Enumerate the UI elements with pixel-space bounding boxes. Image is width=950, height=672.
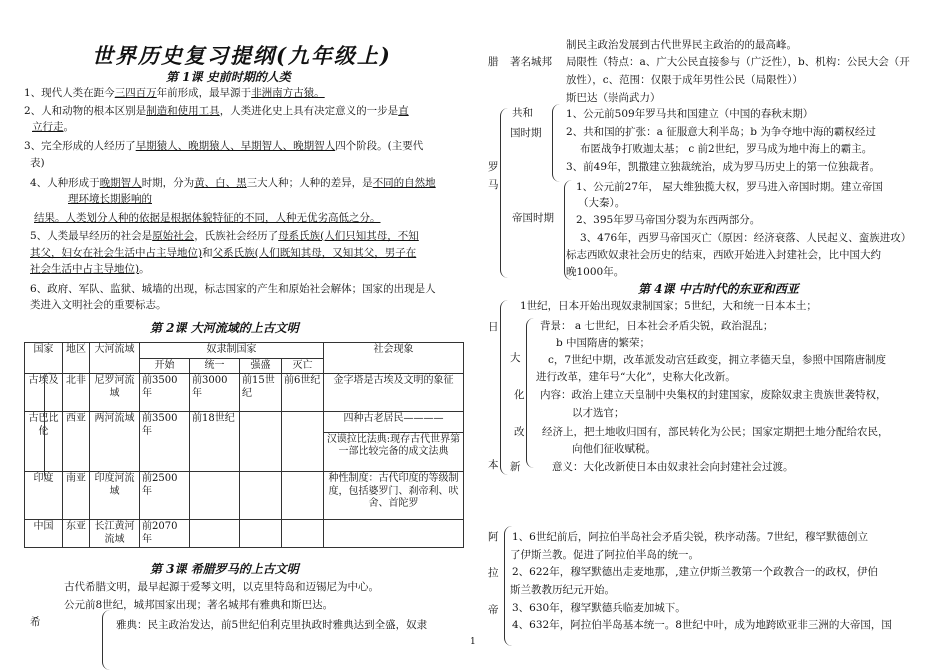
athens-brace: [102, 610, 112, 670]
empire-point1: 1、公元前27年， 屋大维独揽大权，罗马进入帝国时期。建立帝国: [576, 181, 883, 193]
river-civilization-table: [24, 342, 464, 548]
header-slave-state: 奴隶制国家: [140, 343, 324, 359]
lesson3-heading: 第 3课 希腊罗马的上古文明: [150, 562, 299, 576]
header-society: 社会现象: [324, 343, 464, 374]
cell-river: 尼罗河流域: [90, 374, 140, 412]
cell-fall: 前6世纪: [282, 374, 324, 412]
cell-society: 金字塔是古埃及文明的象征: [324, 374, 464, 412]
cell-unify: 前18世纪: [190, 412, 240, 472]
table-row: [25, 412, 464, 472]
taika-mark-2: 化: [514, 389, 525, 401]
cell-unify: [190, 520, 240, 548]
republic-label-2: 国时期: [510, 127, 542, 139]
cell-start: 前3500年: [140, 412, 190, 472]
arab-point4: 4、632年，阿拉伯半岛基本统一。8世纪中叶，成为地跨欧亚非三洲的大帝国，国: [512, 619, 892, 631]
header-peak: 强盛: [240, 358, 282, 374]
athens-line1: 雅典：民主政治发达，前5世纪伯利克里执政时雅典达到全盛，奴隶: [116, 619, 428, 631]
handdrawn-brace: [44, 372, 52, 482]
l1-point6: 6、政府、军队、监狱、城墙的出现，标志国家的产生和原始社会解体；国家的出现是人: [30, 283, 436, 295]
cell-country: 中国: [25, 520, 63, 548]
header-region: 地区: [63, 343, 90, 374]
arab-point3: 3、630年，穆罕默德兵临麦加城下。: [512, 602, 686, 614]
cell-society: [324, 412, 464, 472]
cell-region: 西亚: [63, 412, 90, 472]
lesson2-heading: 第 2课 大河流域的上古文明: [150, 321, 299, 335]
header-fall: 灭亡: [282, 358, 324, 374]
arab-point1-cont: 了伊斯兰教。促进了阿拉伯半岛的统一。: [510, 549, 699, 561]
l1-point4-cont2: 结果。人类划分人种的依据是根据体貌特征的不同，人种无优劣高低之分。: [34, 212, 381, 224]
cell-peak: [240, 412, 282, 472]
cell-society: 种性制度：古代印度的等级制度，包括婆罗门、刹帝利、吠舍、首陀罗: [324, 472, 464, 520]
society-residents: 四种古老居民————: [343, 413, 444, 424]
significance: 意义：大化改新使日本由奴隶社会向封建社会过渡。: [552, 461, 794, 473]
content-economy: 经济上，把土地收归国有，部民转化为公民；国家定期把土地分配给农民，: [542, 426, 889, 438]
society-hammurabi: 汉谟拉比法典:现存古代世界第一部比较完备的成文法典: [324, 432, 463, 460]
page-number: 1: [470, 637, 476, 647]
taika-brace: [526, 318, 536, 468]
l1-point6-cont: 类进入文明社会的重要标志。: [30, 299, 167, 311]
l1-point4-cont: 理环境长期影响的: [68, 193, 152, 205]
arab-mark-2: 拉: [488, 567, 499, 579]
cell-river: 长江黄河流域: [90, 520, 140, 548]
empire-point3: 3、476年，西罗马帝国灭亡（原因：经济衰落、人民起义、蛮族进攻）: [580, 232, 912, 244]
header-river: 大河流域: [90, 343, 140, 374]
arab-mark-3: 帝: [488, 604, 499, 616]
republic-brace: [552, 104, 562, 182]
taika-mark-3: 改: [514, 426, 525, 438]
empire-label: 帝国时期: [512, 212, 554, 224]
lesson4-heading: 第 4课 中古时代的东亚和西亚: [638, 282, 799, 296]
l1-point2: 2、人和动物的根本区别是制造和使用工具，人类进化史上具有决定意义的一步是直: [24, 105, 409, 117]
athens-line3: 局限性（特点：a、广大公民直接参与（广泛性），b、机构：公民大会（开: [566, 56, 910, 68]
taika-mark-4: 新: [510, 461, 521, 473]
cell-start: 前2070年: [140, 520, 190, 548]
arab-point2-cont: 斯兰教教历纪元开始。: [510, 584, 615, 596]
arab-mark-1: 阿: [488, 531, 499, 543]
rome-mark-2: 马: [488, 179, 499, 191]
cell-society: [324, 520, 464, 548]
table-row: [25, 374, 464, 412]
l1-point2-cont: 立行走。: [32, 121, 74, 133]
cell-region: 北非: [63, 374, 90, 412]
content-politics-cont: 以才选官；: [572, 407, 625, 419]
greece-mark: 希: [30, 616, 41, 628]
l1-point5: 5、人类最早经历的社会是原始社会，氏族社会经历了母系氏族(人们只知其母，不知: [30, 230, 419, 242]
content-economy-cont: 向他们征收赋税。: [572, 443, 656, 455]
arab-point2: 2、622年，穆罕默德出走麦地那，,建立伊斯兰教第一个政教合一的政权，伊伯: [512, 566, 879, 578]
athens-line4: 放性），c、范围：仅限于成年男性公民（局限性））: [566, 74, 803, 86]
page-title: 世界历史复习提纲(九年级上): [92, 43, 392, 68]
cell-river: 两河流域: [90, 412, 140, 472]
cell-fall: [282, 412, 324, 472]
background-b: b 中国隋唐的繁荣；: [556, 337, 651, 349]
background-c-cont: 进行改革，建年号“大化”，史称大化改新。: [536, 371, 736, 383]
l3-para2: 公元前8世纪，城邦国家出现；著名城邦有雅典和斯巴达。: [64, 599, 334, 611]
cell-fall: [282, 472, 324, 520]
header-start: 开始: [140, 358, 190, 374]
cell-peak: [240, 472, 282, 520]
japan-brace: [500, 300, 510, 475]
empire-point2: 2、395年罗马帝国分裂为东西两部分。: [576, 214, 761, 226]
cell-unify: [190, 472, 240, 520]
republic-point3: 3、前49年，凯撒建立独裁统治，成为罗马历史上的第一位独裁者。: [566, 161, 881, 173]
cell-peak: 前15世纪: [240, 374, 282, 412]
content-politics: 内容：政治上建立天皇制中央集权的封建国家，废除奴隶主贵族世袭特权，: [540, 389, 887, 401]
rome-brace: [500, 108, 509, 278]
l1-point5-cont: 其父，妇女在社会生活中占主导地位)和父系氏族(人们既知其母，又知其父，男子在: [30, 247, 417, 259]
l1-point4: 4、人种形成于晚期智人时期，分为黄、白、黑三大人种；人种的差异，是不同的自然地: [30, 177, 436, 189]
cell-country: 印度: [25, 472, 63, 520]
empire-point3-cont2: 晚1000年。: [566, 266, 625, 278]
republic-point1: 1、公元前509年罗马共和国建立（中国的春秋末期）: [566, 108, 814, 120]
header-country: 国家: [25, 343, 63, 374]
republic-label-1: 共和: [512, 107, 533, 119]
cell-region: 南亚: [63, 472, 90, 520]
l1-point3-cont: 表): [30, 157, 45, 169]
cell-peak: [240, 520, 282, 548]
l1-point1: 1、现代人类在距今三四百万年前形成，最早源于非洲南方古猿。: [24, 87, 325, 99]
empire-point1-cont: （大秦）。: [578, 197, 626, 209]
famous-cities-label: 著名城邦: [510, 56, 552, 68]
japan-mark-1: 日: [488, 321, 499, 333]
japan-point1: 1世纪，日本开始出现奴隶制国家；5世纪，大和统一日本本土；: [520, 300, 817, 312]
table-row: [25, 472, 464, 520]
cell-fall: [282, 520, 324, 548]
rome-mark-1: 罗: [488, 161, 499, 173]
cell-start: 前2500年: [140, 472, 190, 520]
athens-line2: 制民主政治发展到古代世界民主政治的的最高峰。: [566, 39, 797, 51]
header-unify: 统一: [190, 358, 240, 374]
republic-point2-cont: 布匿战争打败迦太基； c 前2世纪，罗马成为地中海上的霸主。: [580, 143, 873, 155]
sparta-line: 斯巴达（崇尚武力）: [566, 92, 661, 104]
cell-region: 东亚: [63, 520, 90, 548]
arab-point1: 1、6世纪前后，阿拉伯半岛社会矛盾尖锐，秩序动荡。7世纪，穆罕默德创立: [512, 531, 869, 543]
empire-point3-cont: 标志西欧奴隶社会历史的结束，西欧开始进入封建社会，比中国大约: [566, 249, 881, 261]
table-header-row: [25, 343, 464, 359]
cell-start: 前3500年: [140, 374, 190, 412]
japan-mark-2: 本: [488, 459, 499, 471]
taika-mark-1: 大: [510, 352, 521, 364]
cell-country: 古埃及: [25, 374, 63, 412]
cell-river: 印度河流域: [90, 472, 140, 520]
cell-unify: 前3000年: [190, 374, 240, 412]
l1-point5-cont2: 社会生活中占主导地位)。: [30, 263, 150, 275]
background-c: c，7世纪中期，改革派发动宫廷政变，拥立孝德天皇，参照中国隋唐制度: [548, 354, 887, 366]
table-row: [25, 520, 464, 548]
l1-point3: 3、完全形成的人经历了早期猿人、晚期猿人、早期智人、晚期智人四个阶段。(主要代: [24, 140, 424, 152]
la-mark: 腊: [488, 56, 499, 68]
lesson1-heading: 第 1课 史前时期的人类: [166, 70, 291, 84]
cell-country: 古巴比伦: [25, 412, 63, 472]
background-a: 背景： a 七世纪，日本社会矛盾尖锐，政治混乱；: [540, 320, 774, 332]
l3-para1: 古代希腊文明，最早起源于爱琴文明，以克里特岛和迈锡尼为中心。: [64, 581, 379, 593]
republic-point2: 2、共和国的扩张：a 征服意大利半岛；b 为争夺地中海的霸权经过: [566, 126, 876, 138]
